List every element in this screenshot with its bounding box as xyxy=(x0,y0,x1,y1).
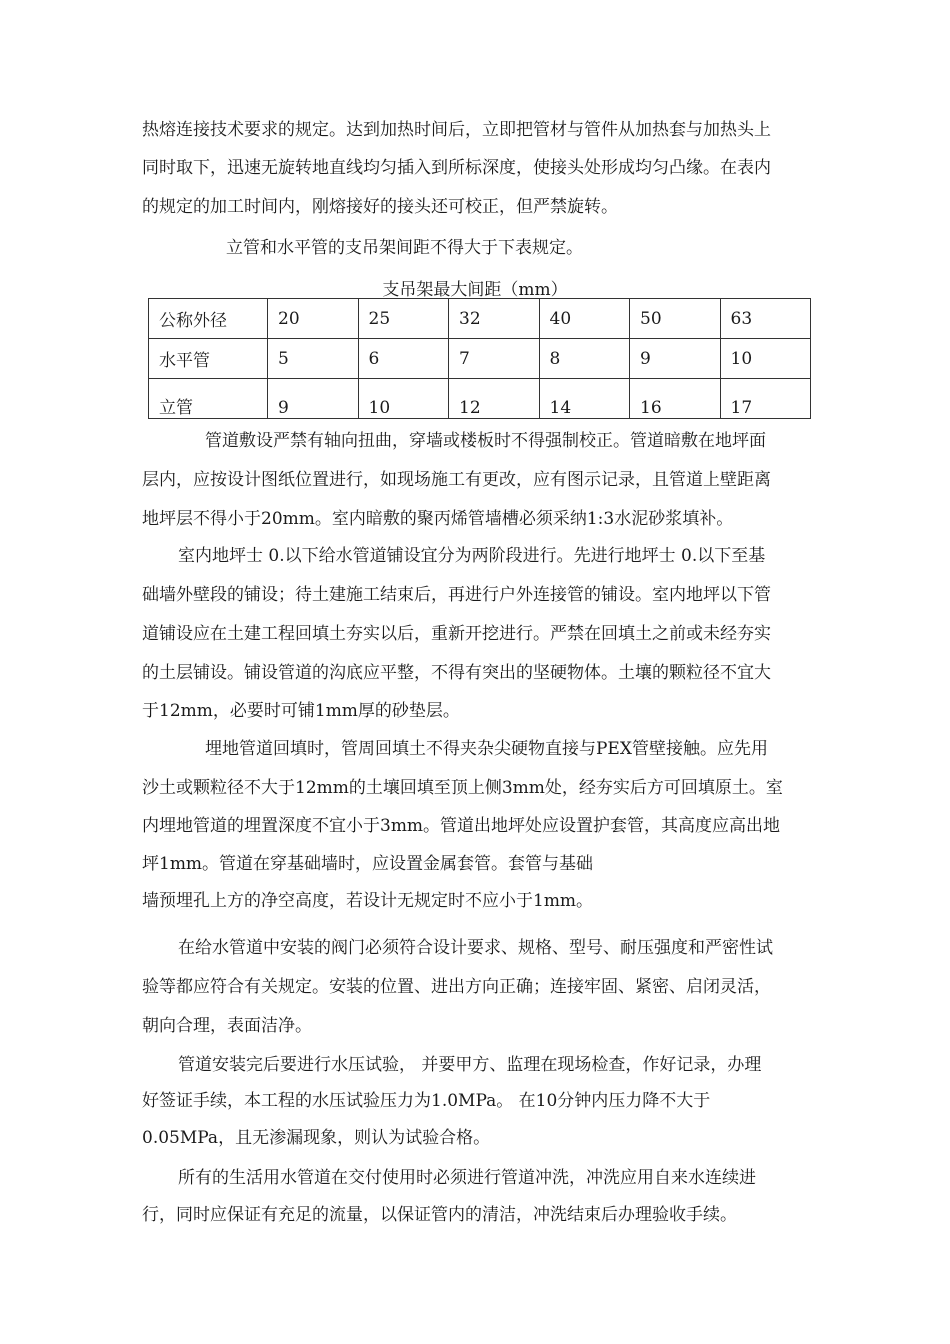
table-cell: 63 xyxy=(720,299,811,339)
table-cell: 公称外径 xyxy=(149,299,268,339)
table-row xyxy=(149,379,811,419)
table-cell: 9 xyxy=(630,339,721,379)
table-cell: 10 xyxy=(720,339,811,379)
paragraph-7-line-3: 0.05MPa，且无渗漏现象，则认为试验合格。 xyxy=(142,1128,491,1148)
table-cell: 40 xyxy=(539,299,630,339)
paragraph-3-line-1: 管道敷设严禁有轴向扭曲，穿墙或楼板时不得强制校正。管道暗敷在地坪面 xyxy=(205,431,766,451)
table-cell: 8 xyxy=(539,339,630,379)
table-cell: 7 xyxy=(449,339,540,379)
table-cell: 16 xyxy=(630,379,721,419)
table-cell: 5 xyxy=(268,339,359,379)
paragraph-4-line-3: 道铺设应在土建工程回填土夯实以后，重新开挖进行。严禁在回填土之前或未经夯实 xyxy=(142,624,771,644)
table-caption: 支吊架最大间距（mm） xyxy=(382,280,568,300)
paragraph-4-line-4: 的土层铺设。铺设管道的沟底应平整，不得有突出的坚硬物体。土壤的颗粒径不宜大 xyxy=(142,663,771,683)
paragraph-3-line-3: 地坪层不得小于20mm。室内暗敷的聚丙烯管墙槽必须采纳1:3水泥砂浆填补。 xyxy=(142,509,734,529)
paragraph-5-line-5: 墙预埋孔上方的净空高度，若设计无规定时不应小于1mm。 xyxy=(142,891,594,911)
table-cell: 50 xyxy=(630,299,721,339)
paragraph-4-line-5: 于12mm，必要时可铺1mm厚的砂垫层。 xyxy=(142,701,460,721)
paragraph-4-line-2: 础墙外壁段的铺设；待土建施工结束后，再进行户外连接管的铺设。室内地坪以下管 xyxy=(142,585,771,605)
paragraph-1-line-3: 的规定的加工时间内，刚熔接好的接头还可校正，但严禁旋转。 xyxy=(142,197,618,217)
table-cell: 10 xyxy=(358,379,449,419)
paragraph-1-line-1: 热熔连接技术要求的规定。达到加热时间后，立即把管材与管件从加热套与加热头上 xyxy=(142,120,771,140)
table-cell: 6 xyxy=(358,339,449,379)
paragraph-6-line-1: 在给水管道中安装的阀门必须符合设计要求、规格、型号、耐压强度和严密性试 xyxy=(178,938,773,958)
table-cell: 水平管 xyxy=(149,339,268,379)
paragraph-8-line-2: 行，同时应保证有充足的流量，以保证管内的清洁，冲洗结束后办理验收手续。 xyxy=(142,1205,737,1225)
table-cell: 14 xyxy=(539,379,630,419)
table-cell: 20 xyxy=(268,299,359,339)
paragraph-2-line-1: 立管和水平管的支吊架间距不得大于下表规定。 xyxy=(226,238,583,258)
paragraph-5-line-4: 坪1mm。管道在穿基础墙时，应设置金属套管。套管与基础 xyxy=(142,854,594,874)
support-spacing-table xyxy=(148,298,811,419)
paragraph-7-line-2: 好签证手续，本工程的水压试验压力为1.0MPa。 在10分钟内压力降不大于 xyxy=(142,1091,711,1111)
table-cell: 12 xyxy=(449,379,540,419)
paragraph-5-line-2: 沙土或颗粒径不大于12mm的土壤回填至顶上侧3mm处，经夯实后方可回填原土。室 xyxy=(142,778,783,798)
paragraph-5-line-3: 内埋地管道的埋置深度不宜小于3mm。管道出地坪处应设置护套管，其高度应高出地 xyxy=(142,816,781,836)
paragraph-4-line-1: 室内地坪士 0.以下给水管道铺设宜分为两阶段进行。先进行地坪士 0.以下至基 xyxy=(178,546,766,566)
table-cell: 17 xyxy=(720,379,811,419)
paragraph-1-line-2: 同时取下，迅速无旋转地直线均匀插入到所标深度，使接头处形成均匀凸缘。在表内 xyxy=(142,158,771,178)
table-row xyxy=(149,299,811,339)
paragraph-7-line-1: 管道安装完后要进行水压试验， 并要甲方、监理在现场检查，作好记录，办理 xyxy=(178,1055,762,1075)
table-cell: 9 xyxy=(268,379,359,419)
table-cell: 32 xyxy=(449,299,540,339)
paragraph-6-line-3: 朝向合理，表面洁净。 xyxy=(142,1016,312,1036)
table-cell: 立管 xyxy=(149,379,268,419)
paragraph-8-line-1: 所有的生活用水管道在交付使用时必须进行管道冲洗，冲洗应用自来水连续进 xyxy=(178,1168,756,1188)
table-row xyxy=(149,339,811,379)
paragraph-3-line-2: 层内，应按设计图纸位置进行，如现场施工有更改，应有图示记录，且管道上壁距离 xyxy=(142,470,771,490)
table-cell: 25 xyxy=(358,299,449,339)
paragraph-6-line-2: 验等都应符合有关规定。安装的位置、进出方向正确；连接牢固、紧密、启闭灵活， xyxy=(142,977,771,997)
paragraph-5-line-1: 埋地管道回填时，管周回填土不得夹杂尖硬物直接与PEX管壁接触。应先用 xyxy=(205,739,768,759)
